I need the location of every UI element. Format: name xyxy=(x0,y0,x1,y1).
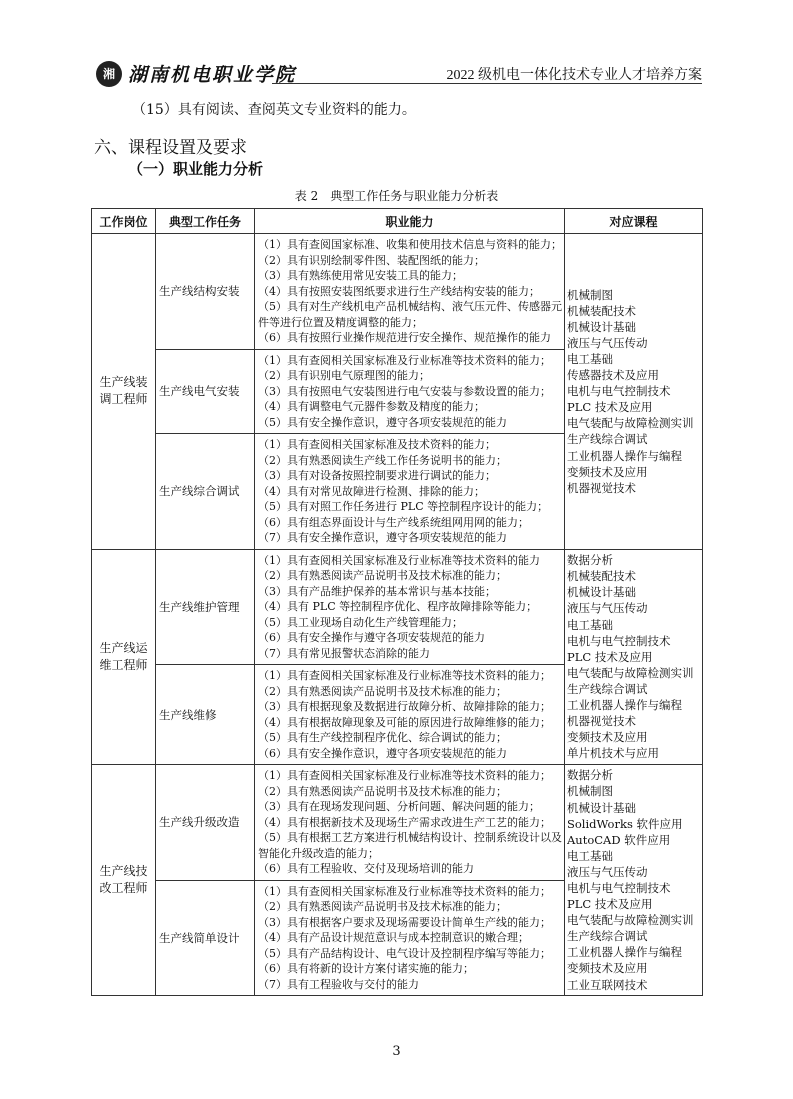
job-post-cell: 生产线运 维工程师 xyxy=(92,549,156,765)
course-item: 工业机器人操作与编程 xyxy=(567,945,682,960)
course-item: 机械装配技术 xyxy=(567,303,636,318)
ability-cell xyxy=(255,434,565,550)
ability-item: （4）具有对常见故障进行检测、排除的能力； xyxy=(258,484,485,498)
course-item: 液压与气压传动 xyxy=(567,335,648,350)
course-item: 机械制图 xyxy=(567,287,613,302)
page-number: 3 xyxy=(392,1044,401,1059)
ability-item: （5）具有生产线控制程序优化、综合调试的能力； xyxy=(258,731,507,744)
ability-item: （5）具有产品结构设计、电气设计及控制程序编写等能力； xyxy=(258,946,551,960)
ability-item: （4）具有按照安装图纸要求进行生产线结构安装的能力； xyxy=(258,284,540,298)
course-item: 变频技术及应用 xyxy=(567,730,648,745)
ability-item: （1）具有查阅相关国家标准及行业标准等技术资料的能力； xyxy=(258,669,551,682)
ability-item: （5）具有根据工艺方案进行机械结构设计、控制系统设计以及智能化升级改造的能力； xyxy=(258,831,562,860)
ability-cell xyxy=(255,234,565,350)
ability-item: （2）具有熟悉阅读产品说明书及技术标准的能力； xyxy=(258,900,507,913)
ability-item: （1）具有查阅相关国家标准及技术资料的能力； xyxy=(258,438,496,451)
ability-item: （4）具有 PLC 等控制程序优化、程序故障排除等能力； xyxy=(258,600,538,613)
course-item: 机械设计基础 xyxy=(567,585,636,600)
ability-item: （6）具有组态界面设计与生产线系统组网用网的能力； xyxy=(258,515,529,529)
job-post-cell: 生产线装 调工程师 xyxy=(92,234,156,550)
school-name: 湖南机电职业学院 xyxy=(128,64,297,86)
ability-item: （2）具有熟悉阅读生产线工作任务说明书的能力； xyxy=(258,453,507,467)
document-title: 2022 级机电一体化技术专业人才培养方案 xyxy=(446,68,702,83)
work-task-cell: 生产线电气安装 xyxy=(156,349,255,434)
ability-item: （1）具有查阅相关国家标准及行业标准等技术资料的能力； xyxy=(258,884,551,898)
course-item: 工业机器人操作与编程 xyxy=(567,448,682,463)
course-item: 机械设计基础 xyxy=(567,800,636,815)
work-task-cell: 生产线综合调试 xyxy=(156,434,255,550)
ability-item: （1）具有查阅相关国家标准及行业标准等技术资料的能力 xyxy=(258,553,540,567)
ability-item: （2）具有识别绘制零件图、装配图纸的能力； xyxy=(258,253,485,267)
ability-item: （2）具有熟悉阅读产品说明书及技术标准的能力； xyxy=(258,684,507,698)
column-header-course: 对应课程 xyxy=(565,209,703,234)
ability-item: （5）具有安全操作意识，遵守各项安装规范的能力 xyxy=(258,415,507,429)
course-item: SolidWorks 软件应用 xyxy=(567,816,683,831)
ability-item: （2）具有识别电气原理图的能力； xyxy=(258,369,430,382)
course-item: PLC 技术及应用 xyxy=(567,897,653,912)
table-row xyxy=(92,549,703,665)
course-item: 电机与电气控制技术 xyxy=(567,633,671,648)
course-item: 生产线综合调试 xyxy=(567,432,648,447)
course-item: 机械装配技术 xyxy=(567,569,636,584)
ability-item: （7）具有工程验收与交付的能力 xyxy=(258,977,419,991)
work-task-cell: 生产线升级改造 xyxy=(156,765,255,881)
ability-item: （2）具有熟悉阅读产品说明书及技术标准的能力； xyxy=(258,784,507,798)
course-item: 机器视觉技术 xyxy=(567,480,636,495)
ability-item: （1）具有查阅相关国家标准及行业标准等技术资料的能力； xyxy=(258,769,551,782)
ability-item: （7）具有常见报警状态消除的能力 xyxy=(258,646,430,660)
course-item: 工业机器人操作与编程 xyxy=(567,697,682,712)
section-heading: 六、课程设置及要求 xyxy=(94,138,247,158)
ability-item: （7）具有安全操作意识，遵守各项安装规范的能力 xyxy=(258,531,507,544)
ability-item: （3）具有根据现象及数据进行故障分析、故障排除的能力； xyxy=(258,700,551,713)
table-header-row xyxy=(92,209,703,234)
course-item: AutoCAD 软件应用 xyxy=(567,832,671,847)
ability-item: （3）具有在现场发现问题、分析问题、解决问题的能力； xyxy=(258,800,540,813)
ability-cell xyxy=(255,880,565,996)
course-item: 电工基础 xyxy=(567,617,613,632)
ability-item-15: （15）具有阅读、查阅英文专业资料的能力。 xyxy=(132,102,416,118)
ability-item: （1）具有查阅相关国家标准及行业标准等技术资料的能力； xyxy=(258,353,551,367)
job-post-cell: 生产线技 改工程师 xyxy=(92,765,156,996)
ability-cell xyxy=(255,665,565,765)
course-item: 液压与气压传动 xyxy=(567,601,648,616)
table-body xyxy=(92,234,703,996)
page-header xyxy=(92,58,702,88)
course-item: PLC 技术及应用 xyxy=(567,649,653,664)
ability-item: （6）具有工程验收、交付及现场培训的能力 xyxy=(258,862,474,875)
course-item: 电气装配与故障检测实训 xyxy=(567,913,694,928)
ability-cell xyxy=(255,349,565,434)
course-item: 工业互联网技术 xyxy=(567,977,648,992)
course-item: 数据分析 xyxy=(567,768,613,783)
ability-item: （4）具有根据故障现象及可能的原因进行故障维修的能力； xyxy=(258,715,551,729)
header-divider xyxy=(272,83,702,84)
ability-item: （6）具有按照行业操作规范进行安全操作、规范操作的能力 xyxy=(258,331,551,344)
ability-item: （3）具有按照电气安装图进行电气安装与参数设置的能力； xyxy=(258,384,551,398)
course-item: 数据分析 xyxy=(567,553,613,568)
course-item: 传感器技术及应用 xyxy=(567,368,659,383)
ability-item: （4）具有调整电气元器件参数及精度的能力； xyxy=(258,400,485,413)
work-task-cell: 生产线维修 xyxy=(156,665,255,765)
course-item: 机械制图 xyxy=(567,784,613,799)
ability-item: （5）具有对生产线机电产品机械结构、液气压元件、传感器元件等进行位置及精度调整的能力； xyxy=(258,300,562,329)
ability-item: （5）具工业现场自动化生产线管理能力； xyxy=(258,615,463,629)
work-task-cell: 生产线简单设计 xyxy=(156,880,255,996)
ability-item: （4）具有产品设计规范意识与成本控制意识的嫩合理； xyxy=(258,931,529,944)
work-task-cell: 生产线维护管理 xyxy=(156,549,255,665)
table-row xyxy=(92,234,703,350)
ability-item: （3）具有产品维护保养的基本常识与基本技能； xyxy=(258,584,496,598)
ability-analysis-table xyxy=(91,208,703,996)
ability-item: （5）具有对照工作任务进行 PLC 等控制程序设计的能力； xyxy=(258,500,549,513)
ability-cell xyxy=(255,549,565,665)
course-item: 电工基础 xyxy=(567,352,613,367)
subsection-heading: （一）职业能力分析 xyxy=(128,160,264,178)
course-item: 生产线综合调试 xyxy=(567,681,648,696)
course-item: 变频技术及应用 xyxy=(567,961,648,976)
table-row xyxy=(92,765,703,881)
course-item: 机器视觉技术 xyxy=(567,714,636,729)
course-cell xyxy=(565,765,703,996)
ability-item: （3）具有熟练使用常见安装工具的能力； xyxy=(258,269,463,282)
ability-item: （4）具有根据新技术及现场生产需求改进生产工艺的能力； xyxy=(258,815,551,829)
course-item: 生产线综合调试 xyxy=(567,929,648,944)
ability-item: （2）具有熟悉阅读产品说明书及技术标准的能力； xyxy=(258,569,507,582)
course-item: 电工基础 xyxy=(567,848,613,863)
course-cell xyxy=(565,234,703,550)
ability-cell xyxy=(255,765,565,881)
course-item: 电机与电气控制技术 xyxy=(567,384,671,399)
ability-item: （6）具有安全操作意识，遵守各项安装规范的能力 xyxy=(258,746,507,760)
course-cell xyxy=(565,549,703,765)
column-header-ability: 职业能力 xyxy=(255,209,565,234)
ability-item: （1）具有查阅国家标准、收集和使用技术信息与资料的能力； xyxy=(258,238,562,251)
ability-item: （6）具有安全操作与遵守各项安装规范的能力 xyxy=(258,631,485,644)
table-caption: 表 2 典型工作任务与职业能力分析表 xyxy=(294,189,499,203)
ability-item: （6）具有将新的设计方案付诸实施的能力； xyxy=(258,962,474,975)
course-item: PLC 技术及应用 xyxy=(567,400,653,415)
column-header-task: 典型工作任务 xyxy=(156,209,255,234)
course-item: 机械设计基础 xyxy=(567,319,636,334)
school-logo xyxy=(96,60,296,87)
course-item: 单片机技术与应用 xyxy=(567,746,659,761)
course-item: 电气装配与故障检测实训 xyxy=(567,416,694,431)
course-item: 电气装配与故障检测实训 xyxy=(567,665,694,680)
school-seal-icon: 湘 xyxy=(96,61,122,87)
course-item: 电机与电气控制技术 xyxy=(567,881,671,895)
ability-item: （3）具有对设备按照控制要求进行调试的能力； xyxy=(258,469,496,482)
ability-item: （3）具有根据客户要求及现场需要设计简单生产线的能力； xyxy=(258,915,551,929)
course-item: 变频技术及应用 xyxy=(567,464,648,479)
work-task-cell: 生产线结构安装 xyxy=(156,234,255,350)
course-item: 液压与气压传动 xyxy=(567,864,648,879)
column-header-post: 工作岗位 xyxy=(92,209,156,234)
